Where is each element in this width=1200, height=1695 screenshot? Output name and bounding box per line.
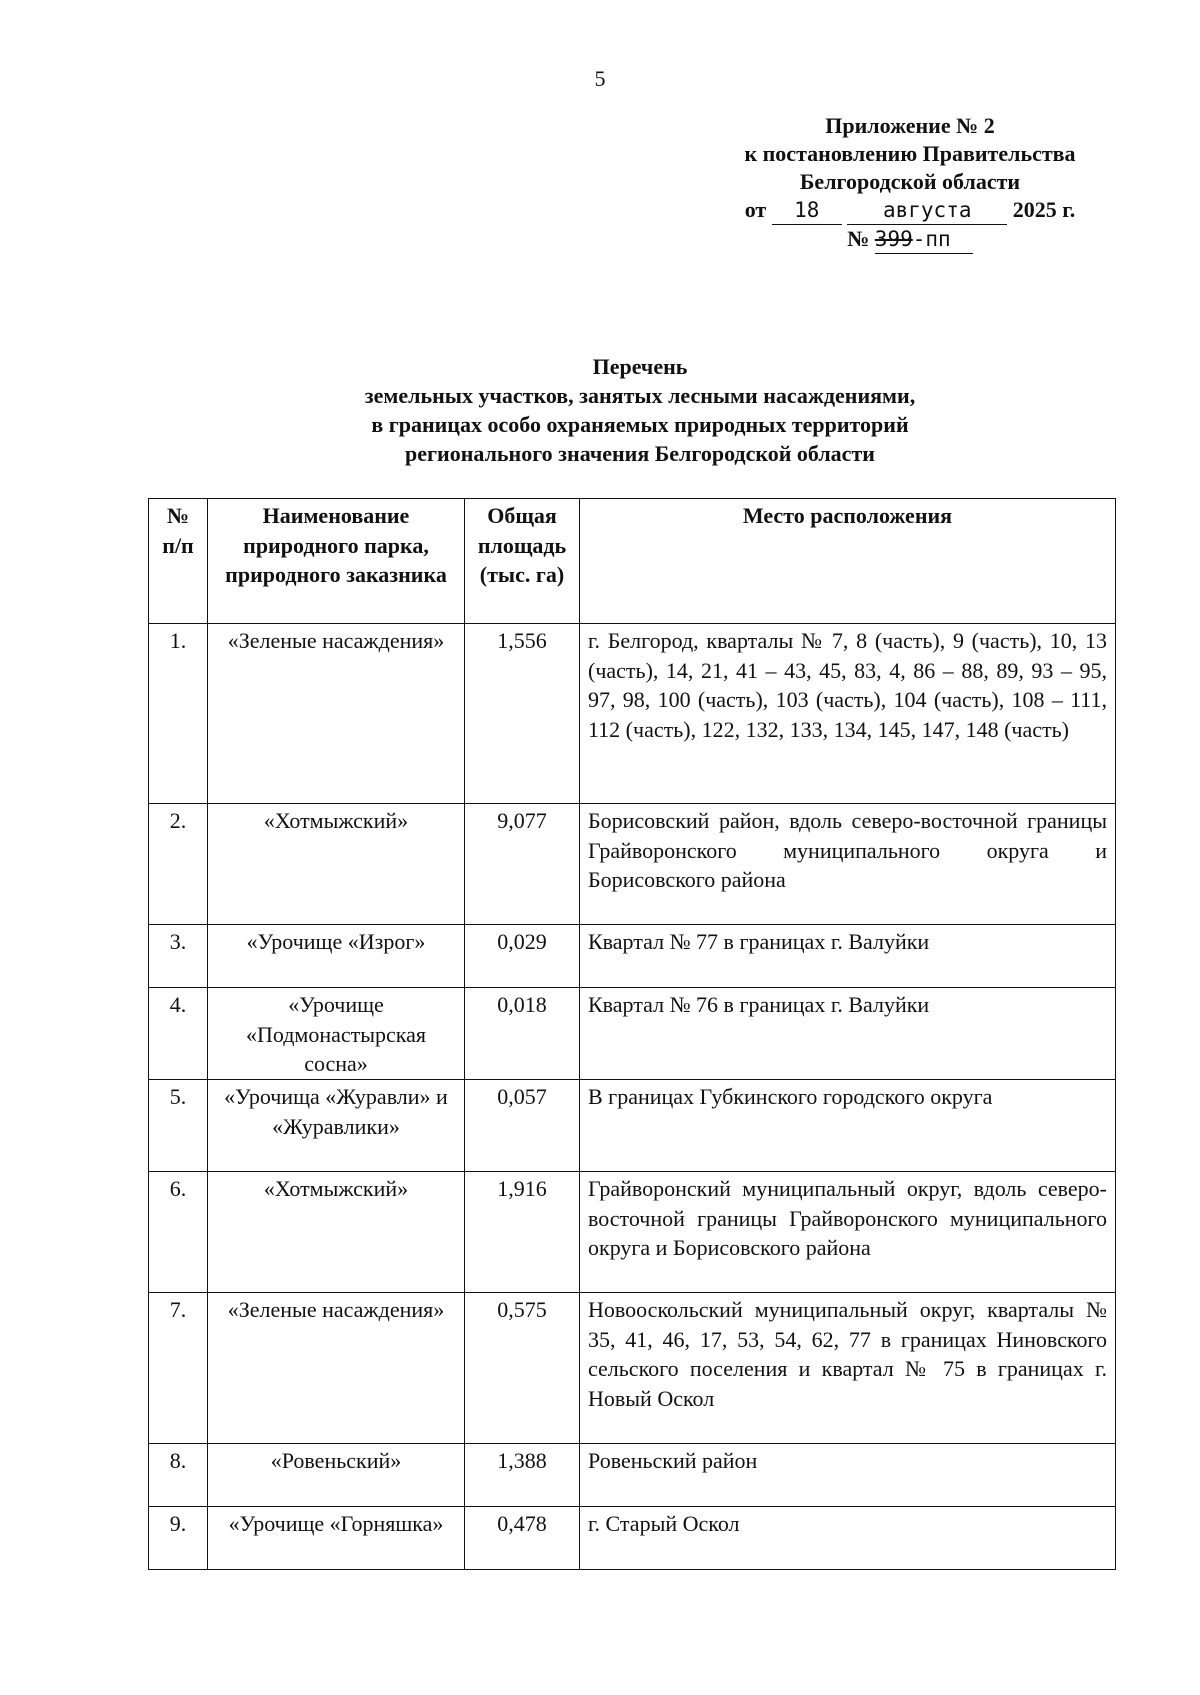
table-row: [149, 1172, 1116, 1293]
number-value: 399: [874, 227, 913, 251]
table-row: [149, 804, 1116, 925]
header-area: Общая площадь (тыс. га): [465, 499, 580, 624]
row-area: 0,018: [465, 988, 580, 1080]
table-header-row: [149, 499, 1116, 624]
date-prefix: от: [744, 197, 767, 222]
row-name: «Урочище «Изрог»: [208, 925, 465, 988]
row-location: Квартал № 76 в границах г. Валуйки: [580, 988, 1116, 1080]
row-area: 1,556: [465, 624, 580, 804]
number-fill: [875, 225, 973, 254]
date-year: 2025 г.: [1012, 197, 1076, 222]
appendix-region: Белгородской области: [799, 169, 1021, 194]
page-number: 5: [594, 66, 606, 91]
table-row: [149, 925, 1116, 988]
title-line-4: регионального значения Белгородской области: [405, 441, 875, 466]
row-area: 9,077: [465, 804, 580, 925]
row-name: «Зеленые насаждения»: [208, 624, 465, 804]
row-area: 0,029: [465, 925, 580, 988]
appendix-resolution: к постановлению Правительства: [744, 141, 1076, 166]
appendix-number: [690, 225, 1130, 254]
row-area: 0,057: [465, 1080, 580, 1172]
date-month: августа: [847, 196, 1007, 225]
row-area: 1,916: [465, 1172, 580, 1293]
title-line-2: земельных участков, занятых лесными насаждениями,: [364, 383, 916, 408]
table-row: [149, 1444, 1116, 1507]
table-row: [149, 1080, 1116, 1172]
title-line-3: в границах особо охраняемых природных территорий: [371, 412, 909, 437]
date-day: 18: [772, 196, 842, 225]
table-row: [149, 624, 1116, 804]
row-num: 9.: [149, 1507, 208, 1570]
row-location: Новооскольский муниципальный округ, кварталы № 35, 41, 46, 17, 53, 54, 62, 77 в границах Ниновского сельского поселения и квартал № 75 в границах г. Новый Оскол: [580, 1293, 1116, 1444]
row-num: 6.: [149, 1172, 208, 1293]
row-location: Грайворонский муниципальный округ, вдоль северо-восточной границы Грайворонского муниципального округа и Борисовского района: [580, 1172, 1116, 1293]
row-area: 1,388: [465, 1444, 580, 1507]
row-num: 8.: [149, 1444, 208, 1507]
row-name: «Урочища «Журавли» и «Журавлики»: [208, 1080, 465, 1172]
title-line-1: Перечень: [592, 354, 688, 379]
header-name: Наименование природного парка, природного заказника: [208, 499, 465, 624]
row-location: г. Старый Оскол: [580, 1507, 1116, 1570]
table-row: [149, 988, 1116, 1080]
document-title: [150, 352, 1130, 468]
row-area: 0,575: [465, 1293, 580, 1444]
row-num: 2.: [149, 804, 208, 925]
row-name: «Хотмыжский»: [208, 1172, 465, 1293]
number-suffix: -пп: [912, 227, 951, 251]
number-prefix: №: [847, 226, 870, 251]
row-location: г. Белгород, кварталы № 7, 8 (часть), 9 (часть), 10, 13 (часть), 14, 21, 41 – 43, 45, 83, 4, 86 – 88, 89, 93 – 95, 97, 98, 100 (часть), 103 (часть), 104 (часть), 108 – 111, 112 (часть), 122, 132, 133, 134, 145, 147, 148 (часть): [580, 624, 1116, 804]
table-row: [149, 1293, 1116, 1444]
row-name: «Ровеньский»: [208, 1444, 465, 1507]
row-location: Квартал № 77 в границах г. Валуйки: [580, 925, 1116, 988]
land-plots-table: [148, 498, 1116, 1570]
row-name: «Зеленые насаждения»: [208, 1293, 465, 1444]
row-num: 1.: [149, 624, 208, 804]
row-location: В границах Губкинского городского округа: [580, 1080, 1116, 1172]
row-name: «Урочище «Подмонастырская сосна»: [208, 988, 465, 1080]
row-num: 3.: [149, 925, 208, 988]
row-num: 5.: [149, 1080, 208, 1172]
header-num: № п/п: [149, 499, 208, 624]
row-name: «Хотмыжский»: [208, 804, 465, 925]
row-name: «Урочище «Горняшка»: [208, 1507, 465, 1570]
appendix-header: [690, 112, 1130, 254]
row-num: 7.: [149, 1293, 208, 1444]
row-location: Ровеньский район: [580, 1444, 1116, 1507]
table-row: [149, 1507, 1116, 1570]
appendix-title: Приложение № 2: [825, 113, 995, 138]
row-location: Борисовский район, вдоль северо-восточной границы Грайворонского муниципального округа и Борисовского района: [580, 804, 1116, 925]
header-location: Место расположения: [580, 499, 1116, 624]
appendix-date: [690, 196, 1130, 225]
row-num: 4.: [149, 988, 208, 1080]
row-area: 0,478: [465, 1507, 580, 1570]
